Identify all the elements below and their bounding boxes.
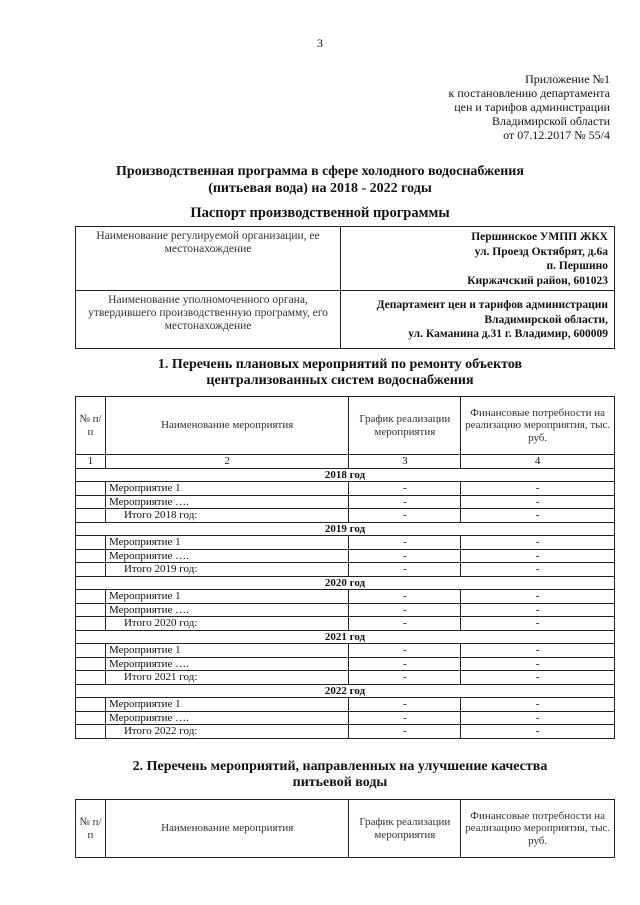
column-number-row (76, 455, 615, 469)
measure-name: Мероприятие 1 (105, 644, 348, 658)
document-title (60, 163, 580, 197)
passport-row (76, 291, 615, 349)
measure-name: Мероприятие …. (105, 603, 348, 617)
row-num (76, 563, 106, 577)
year-row (76, 684, 615, 698)
header-schedule: График реализации мероприятия (349, 397, 461, 455)
finance-cell: - (461, 671, 615, 685)
repair-measures-table (75, 396, 615, 739)
finance-cell: - (461, 644, 615, 658)
measure-name: Мероприятие …. (105, 657, 348, 671)
table-row (76, 603, 615, 617)
header-name: Наименование мероприятия (105, 800, 348, 858)
year-row (76, 576, 615, 590)
row-num (76, 590, 106, 604)
header-finance: Финансовые потребности на реализацию мероприятия, тыс. руб. (461, 397, 615, 455)
table-row (76, 711, 615, 725)
header-num: № п/п (76, 800, 106, 858)
finance-cell: - (461, 563, 615, 577)
value-line: ул. Каманина д.31 г. Владимир, 600009 (408, 328, 608, 341)
row-num (76, 495, 106, 509)
value-line: Киржачский район, 601023 (467, 274, 608, 287)
schedule-cell: - (349, 725, 461, 739)
section-2-title-line: питьевой воды (292, 775, 388, 790)
finance-cell: - (461, 590, 615, 604)
value-line: Департамент цен и тарифов администрации (376, 299, 608, 312)
row-num (76, 549, 106, 563)
year-label: 2022 год (76, 684, 615, 698)
total-row (76, 671, 615, 685)
schedule-cell: - (349, 509, 461, 523)
measure-name: Мероприятие 1 (105, 536, 348, 550)
section-1-title-line: 1. Перечень плановых мероприятий по ремонту объектов (157, 357, 523, 372)
header-finance: Финансовые потребности на реализацию мероприятия, тыс. руб. (461, 800, 615, 858)
schedule-cell: - (349, 482, 461, 496)
finance-cell: - (461, 711, 615, 725)
title-line-2: (питьевая вода) на 2018 - 2022 годы (208, 181, 432, 196)
passport-heading: Паспорт производственной программы (190, 205, 450, 221)
water-quality-table (75, 799, 615, 858)
col-num: 1 (76, 455, 106, 469)
measure-name: Мероприятие …. (105, 711, 348, 725)
finance-cell: - (461, 495, 615, 509)
finance-cell: - (461, 536, 615, 550)
schedule-cell: - (349, 536, 461, 550)
passport-table (75, 226, 615, 349)
finance-cell: - (461, 617, 615, 631)
row-num (76, 657, 106, 671)
total-label: Итого 2022 год: (105, 725, 348, 739)
col-num: 2 (105, 455, 348, 469)
table-row (76, 549, 615, 563)
annex-line: цен и тарифов администрации (454, 100, 610, 114)
schedule-cell: - (349, 711, 461, 725)
section-2-title-line: 2. Перечень мероприятий, направленных на улучшение качества (132, 759, 548, 774)
table-row (76, 482, 615, 496)
table-header-row (76, 397, 615, 455)
passport-label: Наименование уполномоченного органа, утвердившего производственную программу, его местонахождение (76, 291, 341, 349)
passport-value (341, 291, 615, 349)
schedule-cell: - (349, 563, 461, 577)
annex-line: Владимирской области (492, 114, 610, 128)
schedule-cell: - (349, 603, 461, 617)
row-num (76, 644, 106, 658)
row-num (76, 536, 106, 550)
table-row (76, 536, 615, 550)
passport-value (341, 227, 615, 291)
row-num (76, 671, 106, 685)
measure-name: Мероприятие …. (105, 495, 348, 509)
passport-row (76, 227, 615, 291)
row-num (76, 603, 106, 617)
measure-name: Мероприятие 1 (105, 698, 348, 712)
passport-label: Наименование регулируемой организации, ее местонахождение (76, 227, 341, 291)
schedule-cell: - (349, 495, 461, 509)
finance-cell: - (461, 698, 615, 712)
schedule-cell: - (349, 617, 461, 631)
schedule-cell: - (349, 549, 461, 563)
row-num (76, 617, 106, 631)
finance-cell: - (461, 482, 615, 496)
row-num (76, 509, 106, 523)
total-label: Итого 2018 год: (105, 509, 348, 523)
total-label: Итого 2020 год: (105, 617, 348, 631)
year-label: 2021 год (76, 630, 615, 644)
table-row (76, 495, 615, 509)
table-row (76, 657, 615, 671)
value-line: Першинское УМПП ЖКХ (471, 231, 608, 243)
total-label: Итого 2019 год: (105, 563, 348, 577)
schedule-cell: - (349, 698, 461, 712)
finance-cell: - (461, 603, 615, 617)
title-line-1: Производственная программа в сфере холодного водоснабжения (116, 164, 524, 179)
section-1-title (140, 357, 540, 389)
schedule-cell: - (349, 671, 461, 685)
year-row (76, 468, 615, 482)
schedule-cell: - (349, 657, 461, 671)
year-label: 2019 год (76, 522, 615, 536)
value-line: ул. Проезд Октябрят, д.6а (474, 245, 608, 258)
header-schedule: График реализации мероприятия (349, 800, 461, 858)
schedule-cell: - (349, 590, 461, 604)
header-num: № п/п (76, 397, 106, 455)
year-label: 2018 год (76, 468, 615, 482)
table-row (76, 590, 615, 604)
measure-name: Мероприятие …. (105, 549, 348, 563)
finance-cell: - (461, 657, 615, 671)
year-row (76, 522, 615, 536)
annex-line: Приложение №1 (525, 72, 610, 86)
finance-cell: - (461, 725, 615, 739)
page-number: 3 (317, 36, 323, 50)
annex-line: к постановлению департамента (448, 86, 610, 100)
section-1-title-line: централизованных систем водоснабжения (206, 373, 474, 388)
table-row (76, 698, 615, 712)
annex-line: от 07.12.2017 № 55/4 (503, 128, 610, 142)
finance-cell: - (461, 509, 615, 523)
row-num (76, 698, 106, 712)
value-line: Владимирской области, (484, 313, 608, 326)
section-2-title (120, 759, 560, 791)
row-num (76, 725, 106, 739)
schedule-cell: - (349, 644, 461, 658)
table-row (76, 644, 615, 658)
total-label: Итого 2021 год: (105, 671, 348, 685)
total-row (76, 509, 615, 523)
year-row (76, 630, 615, 644)
finance-cell: - (461, 549, 615, 563)
row-num (76, 711, 106, 725)
col-num: 4 (461, 455, 615, 469)
header-name: Наименование мероприятия (105, 397, 348, 455)
total-row (76, 725, 615, 739)
year-label: 2020 год (76, 576, 615, 590)
table-header-row (76, 800, 615, 858)
annex-block (400, 72, 610, 142)
measure-name: Мероприятие 1 (105, 482, 348, 496)
col-num: 3 (349, 455, 461, 469)
value-line: п. Першино (546, 260, 608, 272)
row-num (76, 482, 106, 496)
total-row (76, 617, 615, 631)
measure-name: Мероприятие 1 (105, 590, 348, 604)
total-row (76, 563, 615, 577)
